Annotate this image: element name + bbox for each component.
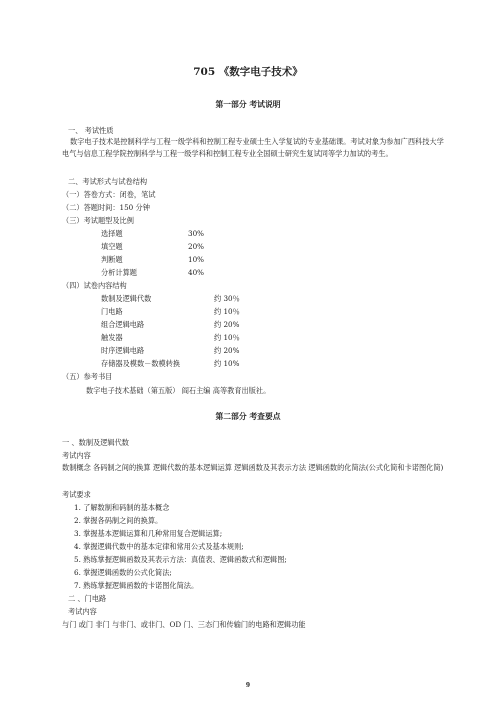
content-pct: 约 10％ — [214, 307, 240, 316]
requirement-item: 3. 掌握基本逻辑运算和几种常用复合逻辑运算; — [74, 529, 223, 538]
answer-time: （二）答题时间：150 分钟 — [62, 203, 150, 212]
content-pct: 约 20% — [214, 346, 240, 355]
type-name: 填空题 — [101, 242, 123, 251]
section-form-title: 二、考试形式与试卷结构 — [68, 177, 148, 186]
chapter2-title: 二 、门电路 — [68, 594, 107, 603]
reference-title: （五）参考书目 — [62, 372, 113, 381]
chapter2-content-label: 考试内容 — [68, 607, 97, 616]
type-pct: 40% — [188, 268, 204, 277]
content-name: 时序逻辑电路 — [101, 346, 145, 355]
content-name: 存储器及模数－数模转换 — [101, 359, 181, 368]
type-name: 分析计算题 — [101, 268, 137, 277]
type-pct: 10% — [188, 255, 204, 264]
reference-book: 数字电子技术基础（第五版） 阎石主编 高等教育出版社。 — [86, 386, 271, 395]
requirement-item: 1. 了解数制和码制的基本概念 — [74, 503, 170, 512]
content-name: 门电路 — [101, 307, 123, 316]
part2-heading: 第二部分 考查要点 — [215, 412, 281, 421]
content-pct: 约 20% — [214, 320, 240, 329]
requirement-item: 5. 熟练掌握逻辑函数及其表示方法：真值表、逻辑函数式和逻辑图; — [74, 555, 287, 564]
page-number: 9 — [245, 682, 251, 689]
chapter1-requirements-label: 考试要求 — [62, 490, 91, 499]
chapter1-content: 数制概念 各码制之间的换算 逻辑代数的基本逻辑运算 逻辑函数及其表示方法 逻辑函数的化简法(公式化简和卡诺图化简) — [62, 463, 444, 472]
type-name: 判断题 — [101, 255, 123, 264]
content-name: 触发器 — [101, 333, 123, 342]
content-name: 组合逻辑电路 — [101, 320, 145, 329]
requirement-item: 7. 熟练掌握逻辑函数的卡诺图化简法。 — [74, 581, 199, 590]
type-name: 选择题 — [101, 229, 123, 238]
content-pct: 约 10％ — [214, 333, 240, 342]
content-pct: 约 10% — [214, 359, 240, 368]
part1-heading: 第一部分 考试说明 — [215, 100, 281, 109]
content-pct: 约 30％ — [214, 294, 240, 303]
question-types-title: （三）考试题型及比例 — [62, 216, 134, 225]
answer-method: （一）答卷方式：闭卷，笔试 — [62, 190, 156, 199]
type-pct: 20% — [188, 242, 204, 251]
section-nature-body: 数字电子技术是控制科学与工程一级学科和控制工程专业硕士生入学复试的专业基础课。考试对象为参加广西科技大学电气与信息工程学院控制科学与工程一级学科和控制工程专业全国硕士研究生复试同等学力加试的考生。 — [62, 137, 444, 159]
document-title: 705 《数字电子技术》 — [193, 66, 303, 78]
chapter1-title: 一 、数制及逻辑代数 — [62, 438, 129, 447]
content-structure-title: （四）试卷内容结构 — [62, 281, 127, 290]
requirement-item: 4. 掌握逻辑代数中的基本定律和常用公式及基本规则; — [74, 542, 244, 551]
chapter2-content: 与门 或门 非门 与非门、或非门、OD 门、三态门和传输门的电路和逻辑功能 — [62, 620, 306, 629]
type-pct: 30% — [188, 229, 204, 238]
section-nature-title: 一、 考试性质 — [68, 126, 114, 135]
chapter1-content-label: 考试内容 — [62, 451, 91, 460]
requirement-item: 2. 掌握各码制之间的换算。 — [74, 516, 163, 525]
requirement-item: 6. 掌握逻辑函数的公式化简法; — [74, 568, 172, 577]
content-name: 数制及逻辑代数 — [101, 294, 152, 303]
